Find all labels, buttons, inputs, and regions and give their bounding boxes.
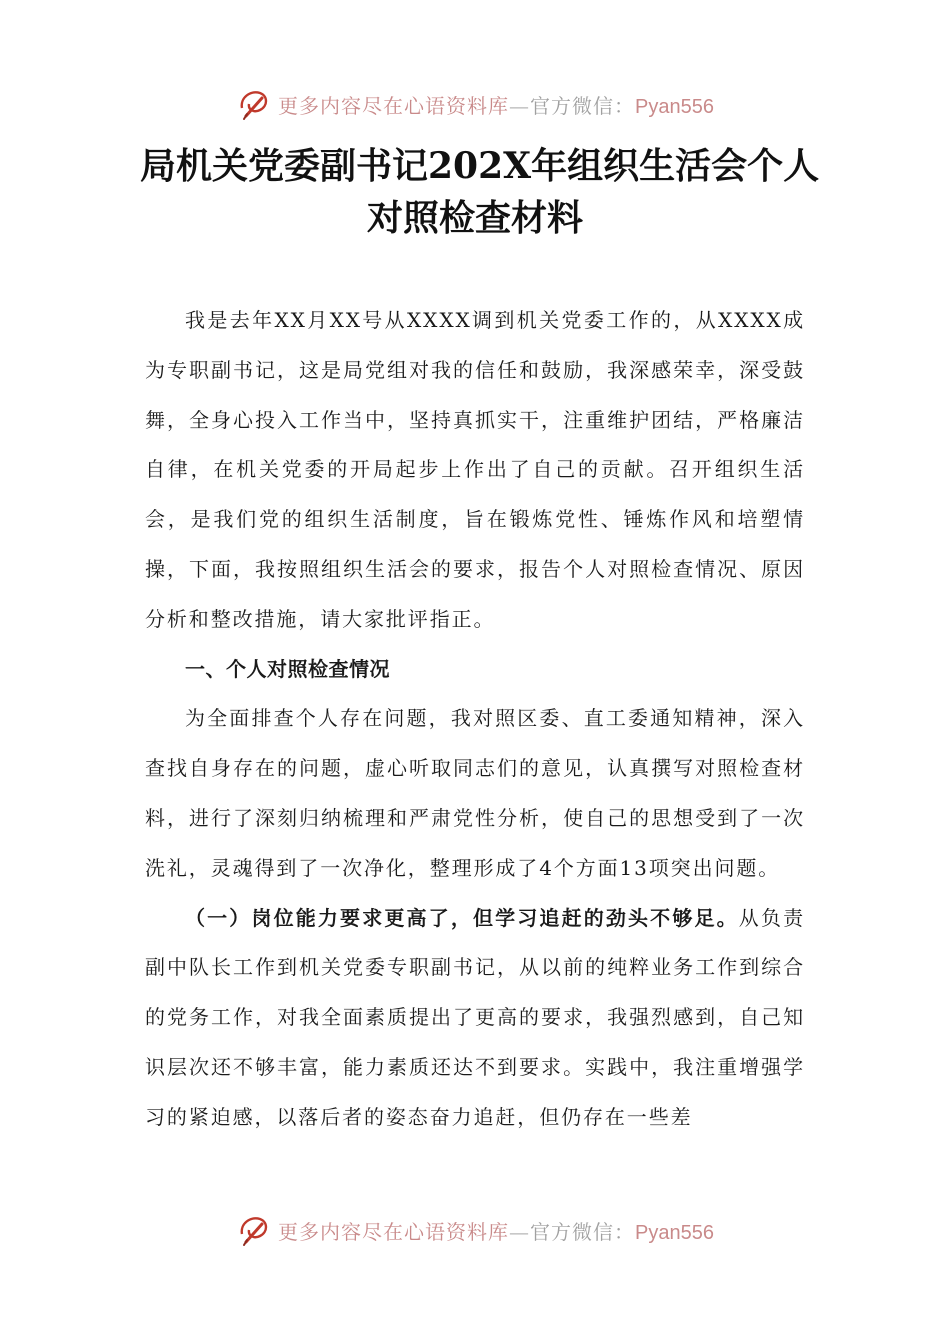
title-line-2: 对照检查材料: [366, 197, 583, 239]
document-title: [140, 140, 820, 244]
item1-text: 从负责副中队长工作到机关党委专职副书记，从以前的纯粹业务工作到综合的党务工作，对我全面素质提出了更高的要求，我强烈感到，自己知识层次还不够丰富，能力素质还达不到要求。实践中，我注重增强学习的紧迫感，以落后者的姿态奋力追赶，但仍存在一些差: [145, 905, 806, 1129]
watermark-text: 更多内容尽在心语资料库—官方微信：Pyan556: [278, 93, 714, 118]
title-line-1: 局机关党委副书记202X年组织生活会个人: [140, 145, 820, 187]
watermark-banner-top: [0, 82, 950, 126]
watermark-banner-bottom: [0, 1208, 950, 1252]
section1-paragraph: 为全面排查个人存在问题，我对照区委、直工委通知精神，深入查找自身存在的问题，虚心听取同志们的意见，认真撰写对照检查材料，进行了深刻归纳梳理和严肃党性分析，使自己的思想受到了一次洗礼，灵魂得到了一次净化，整理形成了4个方面13项突出问题。: [145, 706, 805, 880]
red-pen-swirl-icon: [236, 1212, 272, 1248]
section-heading-1: 一、个人对照检查情况: [185, 656, 390, 681]
intro-paragraph: 我是去年XX月XX号从XXXX调到机关党委工作的，从XXXX成为专职副书记，这是局党组对我的信任和鼓励，我深感荣幸，深受鼓舞，全身心投入工作当中，坚持真抓实干，注重维护团结，严格廉洁自律，在机关党委的开局起步上作出了自己的贡献。召开组织生活会，是我们党的组织生活制度，旨在锻炼党性、锤炼作风和培塑情操，下面，我按照组织生活会的要求，报告个人对照检查情况、原因分析和整改措施，请大家批评指正。: [145, 308, 805, 631]
item1-lead: （一）岗位能力要求更高了，但学习追赶的劲头不够足。: [185, 905, 739, 930]
item1-paragraph: [145, 894, 805, 1143]
red-pen-swirl-icon: [236, 86, 272, 122]
document-body: [145, 296, 805, 1143]
watermark-text: 更多内容尽在心语资料库—官方微信：Pyan556: [278, 1219, 714, 1244]
